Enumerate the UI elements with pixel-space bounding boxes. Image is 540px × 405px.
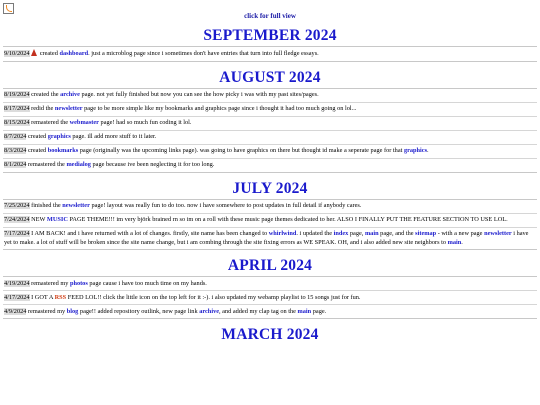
month-heading: JULY 2024 xyxy=(232,180,308,197)
dashboard-link[interactable]: dashboard xyxy=(59,50,89,58)
entry-date: 7/24/2024 xyxy=(4,216,30,224)
log-entry: 8/1/2024 remastered the medialog page because ive been neglecting it for too long. xyxy=(3,158,537,172)
full-view-link[interactable]: click for full view xyxy=(244,12,296,20)
entry-date: 7/17/2024 xyxy=(4,230,30,238)
entry-date: 4/17/2024 xyxy=(4,293,30,301)
entry-date: 8/1/2024 xyxy=(4,161,27,169)
log-entry: 4/19/2024 remastered my photos page cause i have too much time on my hands. xyxy=(4,279,207,287)
graphics-link[interactable]: graphics xyxy=(47,133,71,141)
log-entry: 8/7/2024 created graphics page. ill add more stuff to it later. xyxy=(3,130,537,144)
newsletter-link[interactable]: newsletter xyxy=(484,230,512,238)
entry-date: 8/3/2024 xyxy=(4,147,27,155)
archive-link[interactable]: archive xyxy=(60,91,80,99)
graphics-link[interactable]: graphics xyxy=(403,147,428,155)
red-triangle-icon xyxy=(31,49,38,56)
log-entry: 8/19/2024 created the archive page. not yet fully finished but now you can see the how picky i was with my past sites/pages. xyxy=(4,91,319,99)
log-entry: 4/9/2024 remastered my blog page!! added repository outlink, new page link archive, and added my clap tag on the main page. xyxy=(3,304,537,318)
medialog-link[interactable]: medialog xyxy=(66,161,91,169)
log-entry: 7/24/2024 NEW MUSIC PAGE THEME!!! im very björk brained rn so im on a roll with these music page themes dedicated to her. ALSO I FINALLY PUT THE FEATURE SECTION TO USE LOL. xyxy=(3,213,537,227)
whirlwind-link[interactable]: whirlwind xyxy=(268,230,297,238)
log-entry: 8/15/2024 remastered the webmaster page! had so much fun coding it lol. xyxy=(3,116,537,130)
log-entry: 8/3/2024 created bookmarks page (originally was the upcoming links page). was going to have graphics on there but thought id make a seperate page for that graphics. xyxy=(3,144,537,158)
main-link[interactable]: main xyxy=(364,230,379,238)
month-heading: APRIL 2024 xyxy=(227,257,313,275)
log-entry: 8/17/2024 redid the newsletter page to be more simple like my bookmarks and graphics page since i thought it had too much going on lol... xyxy=(3,102,537,116)
main-link[interactable]: main xyxy=(297,307,312,315)
entry-date: 4/19/2024 xyxy=(4,279,30,287)
month-heading: SEPTEMBER 2024 xyxy=(203,27,337,44)
music-link[interactable]: MUSIC xyxy=(46,216,68,224)
newsletter-link[interactable]: newsletter xyxy=(54,105,83,113)
month-heading: AUGUST 2024 xyxy=(219,69,321,86)
newsletter-link[interactable]: newsletter xyxy=(62,202,90,210)
blog-link[interactable]: blog xyxy=(66,307,79,315)
entry-date: 8/17/2024 xyxy=(4,105,30,113)
index-link[interactable]: index xyxy=(333,230,349,238)
main-link[interactable]: main xyxy=(447,238,462,246)
entry-date: 8/19/2024 xyxy=(4,91,30,99)
entry-date: 4/9/2024 xyxy=(4,307,27,315)
entry-date: 9/10/2024 xyxy=(4,50,30,58)
webmaster-link[interactable]: webmaster xyxy=(69,119,99,127)
archive-link[interactable]: archive xyxy=(199,307,220,315)
entry-date: 8/7/2024 xyxy=(4,133,27,141)
entry-date: 7/25/2024 xyxy=(4,202,30,210)
log-entry: 4/17/2024 I GOT A RSS FEED LOL!! click the little icon on the top left for it :-). i also updated my webamp playlist to 15 songs just for fun. xyxy=(3,290,537,304)
log-entry: 7/17/2024 I AM BACK! and i have returned with a lot of changes. firstly, site name has been changed to whirlwind. i updated the index page, main page, and the sitemap - with a new page newsletter i have yet to make. a lot of stuff will be broken since the site name change, but i am combing through the site fixing errors as WE SPEAK. OH, and i also added new site neighbors to main. xyxy=(3,227,537,249)
month-heading: MARCH 2024 xyxy=(221,326,319,344)
sitemap-link[interactable]: sitemap xyxy=(415,230,437,238)
updates-log xyxy=(3,26,537,345)
entry-date: 8/15/2024 xyxy=(4,119,30,127)
photos-link[interactable]: photos xyxy=(69,279,88,287)
rss-link[interactable]: RSS xyxy=(54,293,67,301)
log-entry: 9/10/2024 created dashboard. just a microblog page since i sometimes don't have entries that turn into full fledge essays. xyxy=(4,50,319,58)
bookmarks-link[interactable]: bookmarks xyxy=(47,147,79,155)
log-entry: 7/25/2024 finished the newsletter page! layout was really fun to do too. now i have somewhere to post updates in full detail if anybody cares. xyxy=(4,202,362,210)
